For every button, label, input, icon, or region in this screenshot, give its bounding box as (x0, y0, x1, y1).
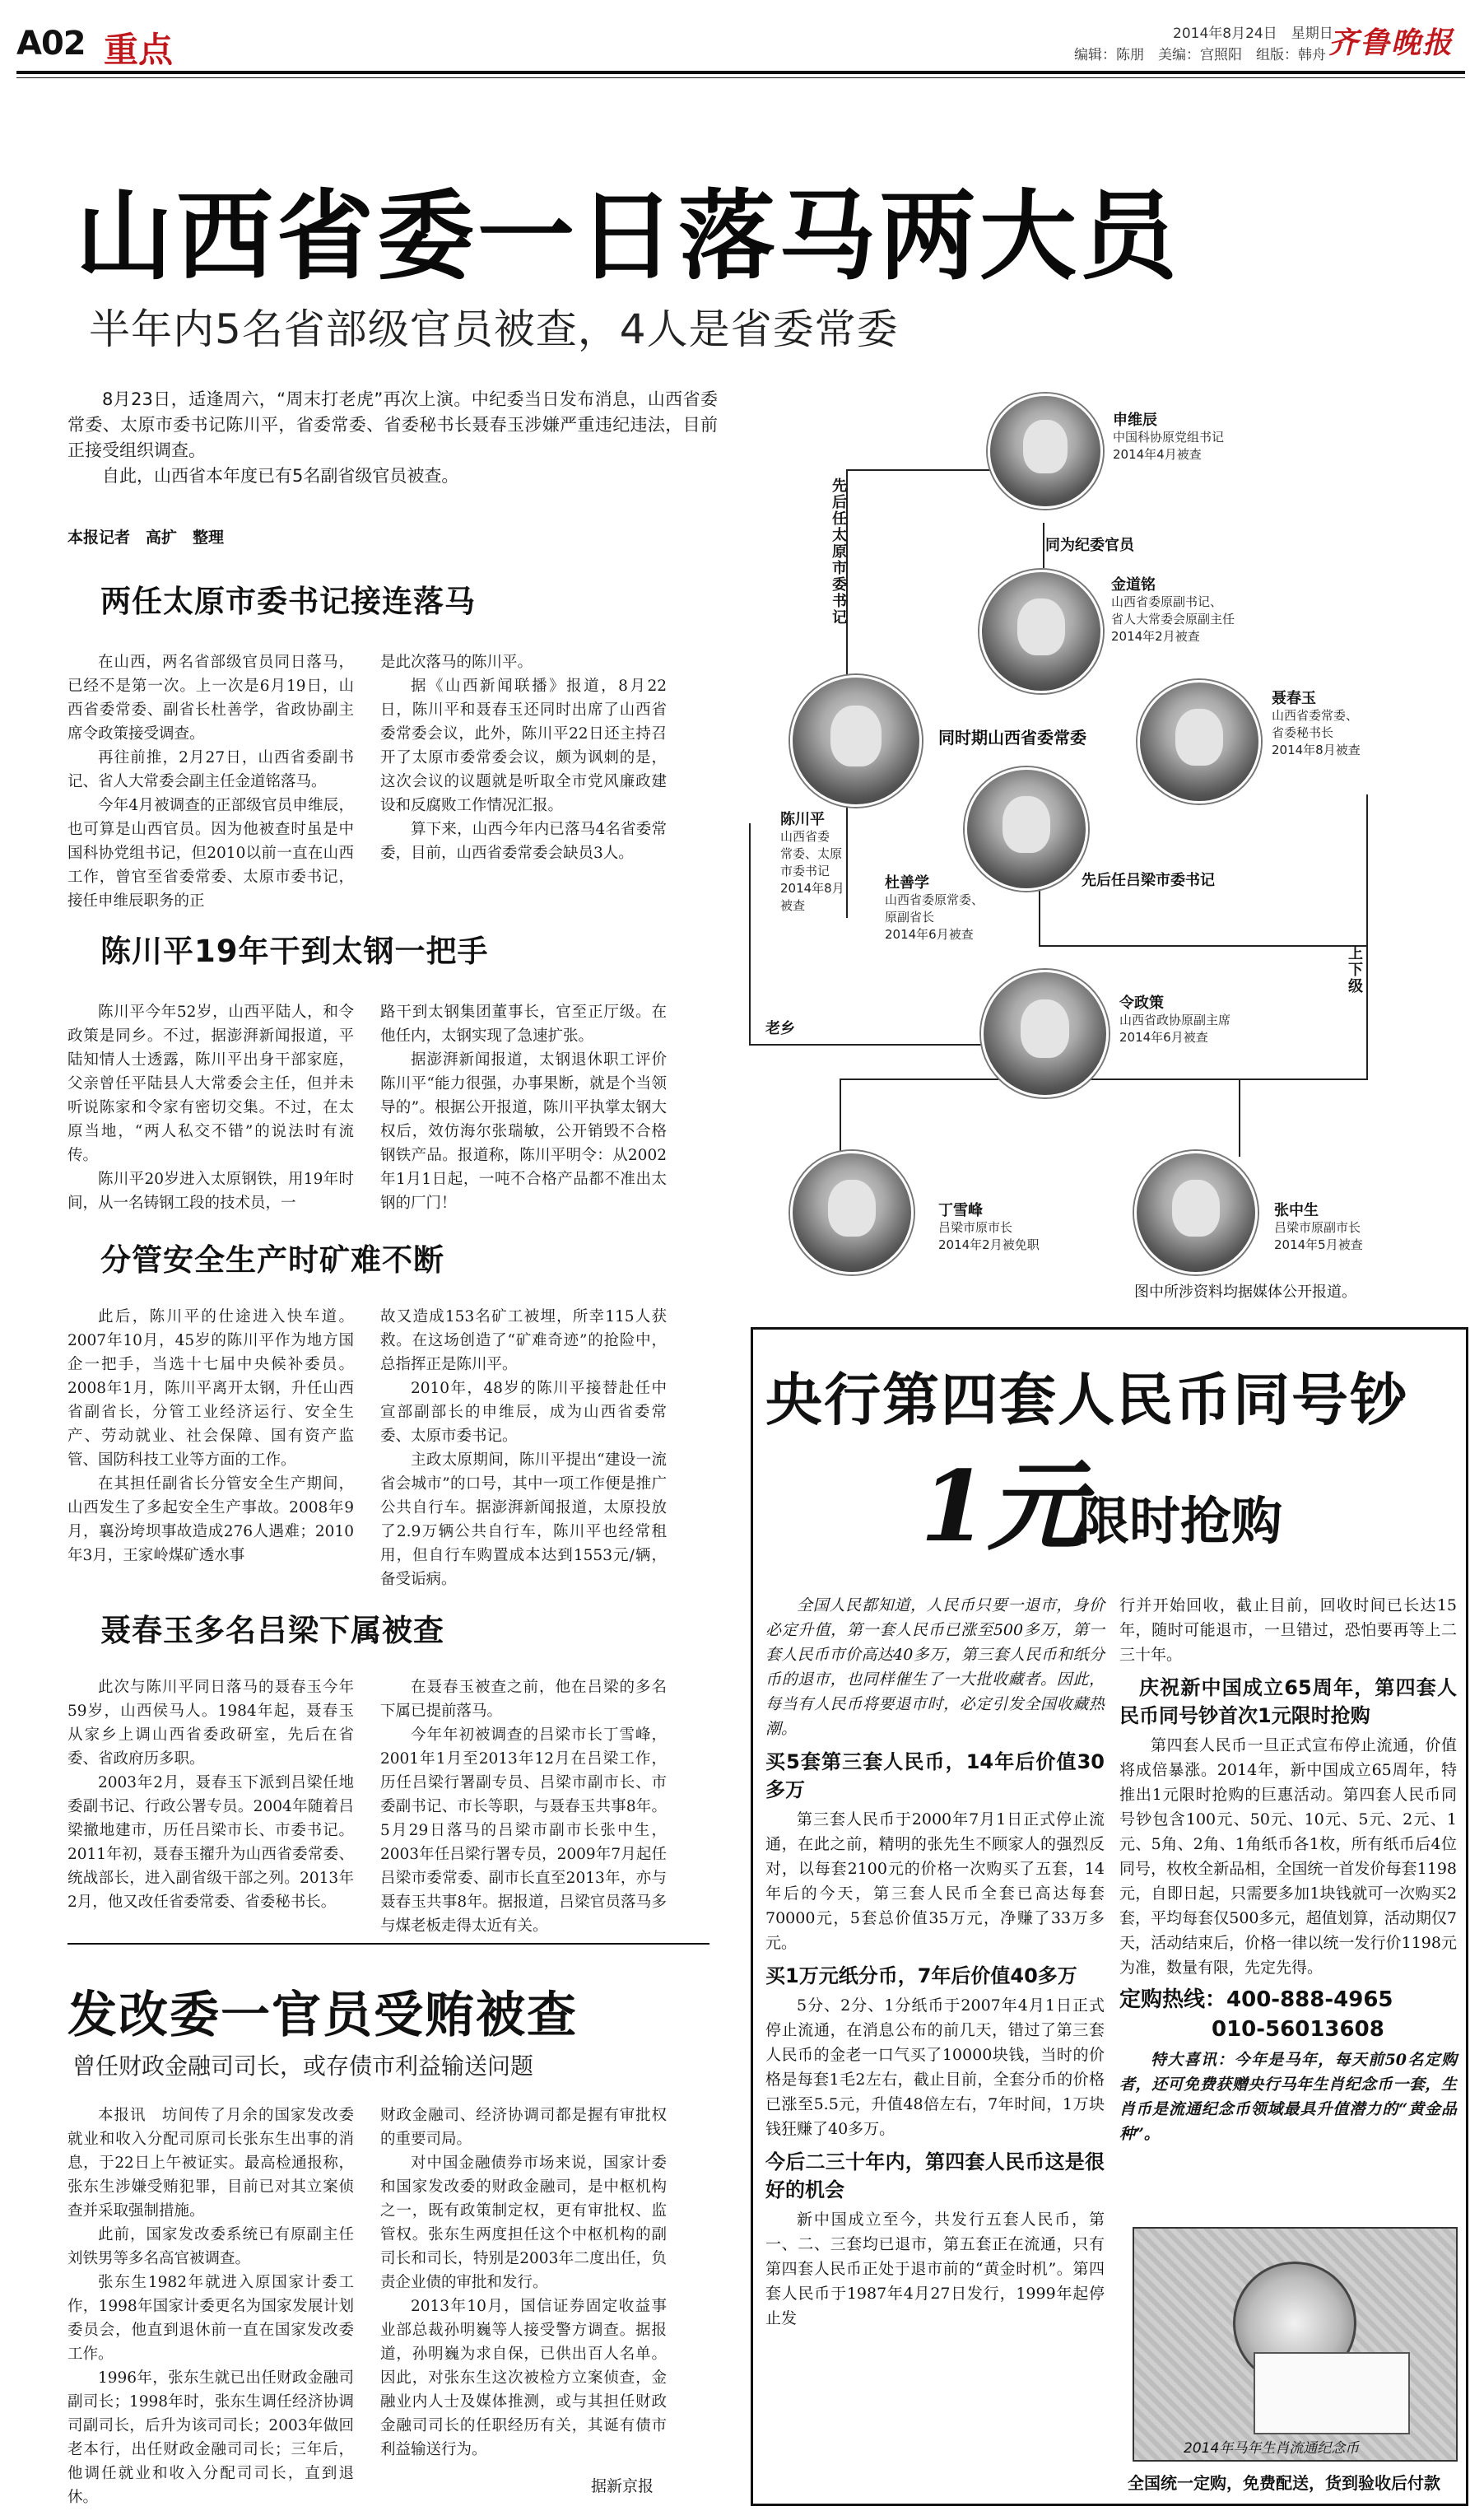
portrait-photo (965, 767, 1088, 891)
coin-set-image (1133, 2227, 1458, 2462)
ad-subheading: 买1万元纸分币，7年后价值40多万 (765, 1964, 1077, 1987)
portrait-photo (979, 570, 1103, 693)
line-laoxiang-horizontal (749, 1044, 992, 1046)
person-info: 市委书记 (780, 864, 830, 878)
person-name: 聂春玉 (1272, 690, 1316, 707)
section4-title: 聂春玉多名吕梁下属被查 (100, 1613, 444, 1648)
portrait-photo (981, 970, 1109, 1097)
paragraph: 算下来，山西今年内已落马4名省委常委，目前，山西省委常委会缺员3人。 (380, 821, 667, 862)
ad-paragraph: 第四套人民币一旦正式宣布停止流通，价值将成倍暴涨。2014年，新中国成立65周年，特推出1元限时抢购的巨惠活动。第四套人民币同号钞包含100元、50元、10元、5元、2元、1元、5角、2角、1角纸币各1枚，所有纸币后4位同号，枚枚全新品相，全国统一首发价每套1198元，自即日起，只需要多加1块钱就可一次购买2套，平均每套仅500多元，超值划算，活动期仅7天，活动结束后，价格一律以统一发行价1198元为准，数量有限，先定先得。 (1119, 1736, 1457, 1977)
main-headline: 山西省委一日落马两大员 (76, 179, 1181, 293)
person-info: 2014年4月被查 (1113, 447, 1202, 462)
hotline-number-2[interactable]: 010-56013608 (1212, 2017, 1384, 2042)
header-rule (16, 71, 1465, 74)
paragraph: 在其担任副省长分管安全生产期间，山西发生了多起安全生产事故。2008年9月，襄汾垮坝事故造成276人遇难；2010年3月，王家岭煤矿透水事 (67, 1475, 354, 1564)
person-name: 张中生 (1274, 1202, 1319, 1219)
line-laoxiang-vertical (749, 823, 751, 1046)
section3-left-col (67, 1305, 354, 1568)
editors-line: 编辑：陈朋 美编：宫照阳 组版：韩舟 (1074, 47, 1326, 63)
relation-shangxiaji-label: 上下级 (1346, 945, 1363, 995)
portrait-photo (1134, 1151, 1258, 1274)
paragraph: 2003年2月，聂春玉下派到吕梁任地委副书记、行政公署专员。2004年随着吕梁撤地建市，历任吕梁市长、市委书记。2011年初，聂春玉擢升为山西省委常委、统战部长，进入副省级干部之列。2013年2月，他又改任省委常委、省委秘书长。 (67, 1774, 354, 1911)
hotline-number[interactable]: 400-888-4965 (1226, 1987, 1393, 2012)
section3-title: 分管安全生产时矿难不断 (100, 1242, 444, 1278)
ad-paragraph: 新中国成立至今，共发行五套人民币，第一、二、三套均已退市，第五套正在流通，只有第四套人民币正处于退市前的“黄金时机”。第四套人民币于1987年4月27日发行，1999年起停止发 (765, 2211, 1105, 2327)
person-label (1119, 995, 1230, 1046)
section3-right-col (380, 1305, 667, 1591)
relation-changwei-label: 同时期山西省委常委 (938, 728, 1086, 748)
ad-paragraph: 行并开始回收，截止目前，回收时间已长达15年，随时可能退市，一旦错过，恐怕要再等上二三十年。 (1119, 1596, 1457, 1664)
ad-subheading: 庆祝新中国成立65周年，第四套人民币同号钞首次1元限时抢购 (1119, 1676, 1457, 1727)
person-info: 2014年2月被查 (1111, 629, 1200, 644)
paragraph: 今年4月被调查的正部级官员申维辰，也可算是山西官员。因为他被查时虽是中国科协党组书记，但2010以前一直在山西工作，曾官至省委常委、太原市委书记，接任申维辰职务的正 (67, 797, 354, 910)
issue-date: 2014年8月24日 星期日 (1173, 26, 1333, 42)
person-name: 金道铭 (1111, 576, 1156, 594)
lead-paragraph: 自此，山西省本年度已有5名副省级官员被查。 (102, 466, 459, 486)
relation-jiwei-label: 同为纪委官员 (1045, 537, 1134, 554)
person-info: 2014年8月 (780, 881, 844, 896)
story2-subheadline: 曾任财政金融司司长，或存债市利益输送问题 (72, 2052, 534, 2080)
relation-lvliang-label: 先后任吕梁市委书记 (1082, 872, 1215, 889)
person-label (885, 874, 984, 943)
line-lvliang-vertical (1039, 889, 1040, 947)
line-shangxiaji-horizontal (840, 1078, 1368, 1080)
section1-left-col (67, 650, 354, 913)
person-info: 省委秘书长 (1272, 725, 1334, 740)
line-shangxiaji-left (840, 1078, 841, 1157)
person-label (780, 811, 844, 915)
page-code: A02 (16, 25, 86, 63)
ad-right-col (1119, 1593, 1457, 2146)
story2-source: 据新京报 (591, 2477, 654, 2495)
person-info: 中国科协原党组书记 (1113, 430, 1225, 445)
person-info: 山西省政协原副主席 (1119, 1013, 1231, 1027)
section-name: 重点 (104, 30, 174, 70)
person-label (1272, 690, 1361, 759)
line-shangxiaji-right (1239, 1078, 1240, 1157)
ad-price-suffix: 限时抢购 (1078, 1491, 1283, 1551)
relation-taiyuan-label: 先后任太原市委书记 (830, 478, 847, 626)
person-info: 省人大常委会原副主任 (1111, 612, 1235, 627)
paragraph: 据《山西新闻联播》报道，8月22日，陈川平和聂春玉还同时出席了山西省委常委会议，此外，陈川平22日还主持召开了太原市委常委会议，颇为讽刺的是，这次会议的议题就是听取全市党风廉政建设和反腐败工作情况汇报。 (380, 678, 667, 814)
paragraph: 故又造成153名矿工被埋，所幸115人获救。在这场创造了“矿难奇迹”的抢险中，总指挥正是陈川平。 (380, 1308, 667, 1373)
paragraph: 路干到太钢集团董事长，官至正厅级。在他任内，太钢实现了急速扩张。 (380, 1004, 667, 1045)
ad-left-col (765, 1593, 1105, 2331)
main-subheadline: 半年内5名省部级官员被查，4人是省委常委 (89, 305, 899, 353)
paragraph: 张东生1982年就进入原国家计委工作，1998年国家计委更名为国家发展计划委员会，他直到退休前一直在国家发改委工作。 (67, 2274, 354, 2363)
portrait-photo (790, 1151, 914, 1274)
section2-left-col (67, 1000, 354, 1215)
person-info: 山西省委常委、 (1272, 708, 1359, 723)
ad-gift: 特大喜讯：今年是马年，每天前50名定购者，还可免费获赠央行马年生肖纪念币一套，生肖币是流通纪念币领域最具升值潜力的“黄金品种”。 (1119, 2051, 1457, 2143)
ad-paragraph: 5分、2分、1分纸币于2007年4月1日正式停止流通，在消息公布的前几天，错过了第三套人民币的金老一口气买了10000块钱，当时的价格是每套1毛2左右，截止目前，全套分币的价格已涨至5.5元，升值48倍左右，7年时间，1万块钱狂赚了40多万。 (765, 1996, 1105, 2138)
line-taiyuan-top (846, 469, 990, 471)
story2-headline: 发改委一官员受贿被查 (67, 1987, 578, 2044)
paragraph: 陈川平今年52岁，山西平陆人，和令政策是同乡。不过，据澎湃新闻报道，平陆知情人士透露，陈川平出身干部家庭，父亲曾任平陆县人大常委会主任，但并未听说陈家和令家有密切交集。不过，在太原当地，“两人私交不错”的说法时有流传。 (67, 1004, 354, 1164)
person-info: 常委、太原 (780, 846, 843, 861)
person-name: 陈川平 (780, 811, 825, 828)
paragraph: 是此次落马的陈川平。 (380, 654, 533, 671)
paragraph: 在聂春玉被查之前，他在吕梁的多名下属已提前落马。 (380, 1679, 667, 1720)
lead-text (67, 387, 718, 489)
header-rule-thin (16, 77, 1465, 78)
paragraph: 此前，国家发改委系统已有原副主任刘铁男等多名高官被调查。 (67, 2226, 354, 2267)
section4-left-col (67, 1675, 354, 1914)
ad-footer: 全国统一定购，免费配送，货到验收后付款 (1128, 2473, 1440, 2493)
diagram-note: 图中所涉资料均据媒体公开报道。 (1134, 1283, 1356, 1301)
person-info: 2014年5月被查 (1274, 1237, 1363, 1252)
line-lvliang-horizontal (1039, 945, 1368, 947)
paragraph: 陈川平20岁进入太原钢铁，用19年时间，从一名铸钢工段的技术员，一 (67, 1171, 354, 1212)
paragraph: 据澎湃新闻报道，太钢退休职工评价陈川平“能力很强，办事果断，就是个当领导的”。根据公开报道，陈川平执掌太钢大权后，效仿海尔张瑞敏，公开销毁不合格钢铁产品。报道称，陈川平明令：从2002年1月1日起，一吨不合格产品都不准出太钢的厂门！ (380, 1051, 667, 1212)
person-name: 令政策 (1119, 995, 1164, 1012)
paragraph: 2010年，48岁的陈川平接替赴任中宣部副部长的申维辰，成为山西省委常委、太原市委书记。 (380, 1380, 667, 1445)
person-info: 被查 (780, 898, 806, 913)
person-label (1274, 1202, 1363, 1254)
paragraph: 今年年初被调查的吕梁市长丁雪峰，2001年1月至2013年12月在吕梁工作，历任吕梁行署副专员、吕梁市副市长、市委副书记、市长等职，与聂春玉共事8年。5月29日落马的吕梁市副市长张中生，2003年任吕梁行署专员，2009年7月起任吕梁市委常委、副市长直至2013年，亦与聂春玉共事8年。据报道，吕梁官员落马多与煤老板走得太近有关。 (380, 1726, 667, 1935)
person-name: 申维辰 (1113, 412, 1157, 429)
paper-logo: 齐鲁晚报 (1328, 26, 1454, 60)
paragraph: 对中国金融债券市场来说，国家计委和国家发改委的财政金融司，是中枢机构之一，既有政策制定权，更有审批权、监管权。张东生两度担任这个中枢机构的副司长和司长，特别是2003年二度出任，负责企业债的审批和发行。 (380, 2155, 667, 2291)
section1-title: 两任太原市委书记接连落马 (100, 584, 476, 619)
coin-set-caption: 2014年马年生肖流通纪念币 (1184, 2440, 1360, 2457)
ad-subheading: 今后二三十年内，第四套人民币这是很好的机会 (765, 2150, 1105, 2201)
ad-paragraph: 全国人民都知道，人民币只要一退市，身价必定升值，第一套人民币已涨至500多万，第一套人民币市价高达40多万，第三套人民币和纸分币的退市，也同样催生了一大批收藏者。因此，每当有人民币将要退市时，必定引发全国收藏热潮。 (765, 1596, 1105, 1738)
byline: 本报记者 高扩 整理 (67, 529, 225, 547)
section1-right-col (380, 650, 667, 865)
certificate-card (1254, 2352, 1410, 2434)
hotline-label: 定购热线： (1119, 1987, 1227, 2012)
portrait-photo (1137, 680, 1261, 804)
person-info: 山西省委原副书记、 (1111, 594, 1223, 609)
person-label (1111, 576, 1235, 645)
lead-paragraph: 8月23日，适逢周六，“周末打老虎”再次上演。中纪委当日发布消息，山西省委常委、太原市委书记陈川平，省委常委、省委秘书长聂春玉涉嫌严重违纪违法，目前正接受组织调查。 (67, 389, 718, 460)
person-name: 丁雪峰 (938, 1202, 983, 1219)
paragraph: 主政太原期间，陈川平提出“建设一流省会城市”的口号，其中一项工作便是推广公共自行车。据澎湃新闻报道，太原投放了2.9万辆公共自行车，陈川平也经常租用，但自行车购置成本达到1553元/辆，备受诟病。 (380, 1451, 667, 1588)
paragraph: 在山西，两名省部级官员同日落马，已经不是第一次。上一次是6月19日，山西省委常委、副省长杜善学，省政协副主席令政策接受调查。 (67, 654, 354, 743)
line-jiwei (1043, 523, 1044, 568)
line-nie-vertical (1366, 794, 1368, 1078)
person-info: 原副省长 (885, 910, 935, 925)
relation-laoxiang-label: 老乡 (765, 1020, 795, 1037)
story-divider (67, 1943, 709, 1945)
ad-paragraph: 第三套人民币于2000年7月1日正式停止流通，在此之前，精明的张先生不顾家人的强烈反对，以每套2100元的价格一次购买了五套，14年后的今天，第三套人民币全套已高达每套70000元，5套总价值35万元，净赚了33万多元。 (765, 1810, 1105, 1952)
person-info: 2014年6月被查 (1119, 1030, 1208, 1045)
person-label (1113, 412, 1224, 464)
person-label (938, 1202, 1040, 1254)
section4-right-col (380, 1675, 667, 1938)
hotline-box (1119, 1985, 1457, 2044)
story2-left-col (67, 2103, 354, 2509)
paragraph: 此次与陈川平同日落马的聂春玉今年59岁，山西侯马人。1984年起，聂春玉从家乡上调山西省委政研室，先后在省委、省政府历多职。 (67, 1679, 354, 1768)
story2-right-col (380, 2103, 667, 2462)
person-info: 吕梁市原市长 (938, 1220, 1013, 1235)
paragraph: 再往前推，2月27日，山西省委副书记、省人大常委会副主任金道铭落马。 (67, 749, 354, 790)
person-info: 2014年8月被查 (1272, 743, 1361, 757)
person-info: 吕梁市原副市长 (1274, 1220, 1361, 1235)
portrait-photo (988, 394, 1103, 509)
paragraph: 此后，陈川平的仕途进入快车道。2007年10月，45岁的陈川平作为地方国企一把手，当选十七届中央候补委员。2008年1月，陈川平离开太钢，升任山西省副省长，分管工业经济运行、安全生产、劳动就业、社会保障、国有资产监管、国防科技工业等方面的工作。 (67, 1308, 354, 1469)
paragraph: 本报讯 坊间传了月余的国家发改委就业和收入分配司原司长张东生出事的消息，于22日上午被证实。最高检通报称，张东生涉嫌受贿犯罪，目前已对其立案侦查并采取强制措施。 (67, 2107, 354, 2220)
section2-right-col (380, 1000, 667, 1215)
paragraph: 财政金融司、经济协调司都是握有审批权的重要司局。 (380, 2107, 667, 2148)
person-info: 山西省委 (780, 829, 830, 844)
person-info: 2014年6月被查 (885, 927, 974, 942)
paragraph: 1996年，张东生就已出任财政金融司副司长；1998年时，张东生调任经济协调司副司长，后升为该司司长；2003年做回老本行，出任财政金融司司长；三年后，他调任就业和收入分配司司长，直到退休。 (67, 2369, 354, 2506)
portrait-photo (790, 675, 922, 807)
person-info: 2014年2月被免职 (938, 1237, 1040, 1252)
person-name: 杜善学 (885, 874, 929, 892)
section2-title: 陈川平19年干到太钢一把手 (100, 934, 489, 969)
ad-title: 央行第四套人民币同号钞 (765, 1367, 1408, 1433)
ad-subheading: 买5套第三套人民币，14年后价值30多万 (765, 1750, 1105, 1801)
ad-price: 1元 (920, 1449, 1086, 1563)
person-info: 山西省委原常委、 (885, 892, 984, 907)
paragraph: 2013年10月，国信证券固定收益事业部总裁孙明巍等人接受警方调查。据报道，孙明巍为求自保，已供出百人名单。因此，对张东生这次被检方立案侦查，金融业内人士及媒体推测，或与其担任财政金融司司长的任职经历有关，其诞有债市利益输送行为。 (380, 2298, 667, 2458)
